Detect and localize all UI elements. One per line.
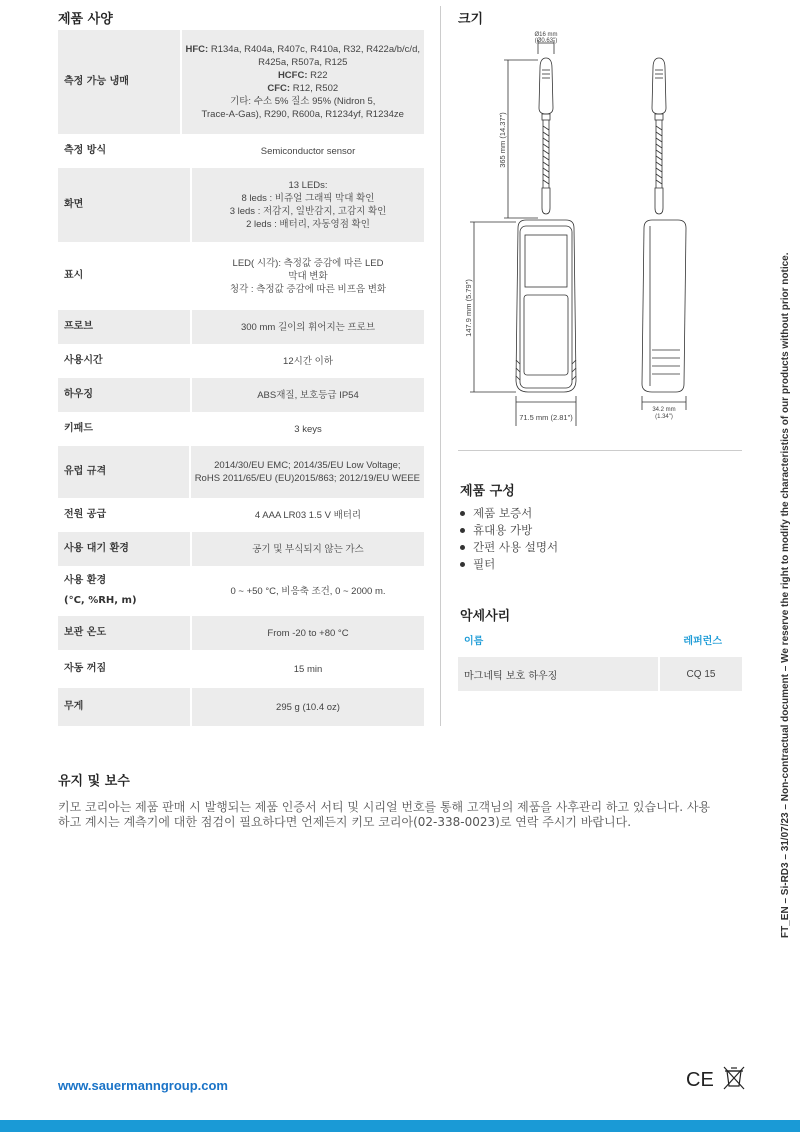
spec-label xyxy=(58,168,192,242)
spec-value-text: R425a, R507a, R125 xyxy=(258,57,348,68)
device-screen xyxy=(525,235,567,287)
spec-value xyxy=(192,532,424,566)
accessories-header xyxy=(458,632,742,648)
spec-label xyxy=(58,616,192,650)
bullet-icon xyxy=(460,511,465,516)
spec-label xyxy=(58,446,191,498)
spec-label xyxy=(58,650,192,688)
spec-value-line xyxy=(294,423,321,436)
certification-marks xyxy=(686,1064,746,1092)
spec-value xyxy=(192,310,424,344)
accessory-row xyxy=(458,657,742,691)
spec-row xyxy=(58,134,424,168)
spec-label-text: 하우징 xyxy=(64,389,93,400)
spec-value-line xyxy=(195,472,420,485)
spec-label-text: 유럽 규격 xyxy=(64,466,107,477)
spec-value-line xyxy=(258,56,347,69)
spec-label xyxy=(58,344,192,378)
composition-list xyxy=(460,505,558,573)
spec-value-text: 12시간 이하 xyxy=(283,355,333,367)
spec-value xyxy=(192,134,424,168)
bullet-icon xyxy=(460,528,465,533)
spec-value xyxy=(192,650,424,688)
spec-value-line xyxy=(242,192,375,205)
spec-label xyxy=(58,134,192,168)
accessory-name: 마그네틱 보호 하우징 xyxy=(458,657,660,691)
spec-row xyxy=(58,168,424,242)
maintenance-title: 유지 및 보수 xyxy=(58,774,130,789)
spec-label xyxy=(58,498,192,532)
spec-label xyxy=(58,532,192,566)
accessories-title: 악세사리 xyxy=(460,609,511,624)
spec-label xyxy=(58,242,192,310)
spec-value-text: 8 leds : 비쥬얼 그래픽 막대 확인 xyxy=(241,193,375,204)
spec-label-text: 키패드 xyxy=(64,423,93,434)
spec-value-text: R134a, R404a, R407c, R410a, R32, R422a/b/c/d, xyxy=(208,44,420,55)
spec-row xyxy=(58,344,424,378)
spec-row xyxy=(58,446,424,498)
composition-item-text: 간편 사용 설명서 xyxy=(473,540,559,554)
spec-row xyxy=(58,412,424,446)
spec-value-text: 300 mm 길이의 휘어지는 프로브 xyxy=(240,321,375,333)
spec-value-text: Trace-A-Gas), R290, R600a, R1234yf, R1234ze xyxy=(201,109,404,120)
spec-value-line xyxy=(283,355,333,368)
spec-value-text: From -20 to +80 °C xyxy=(267,627,349,639)
side-note: FT_EN – Si-RD3 – 31/07/23 – Non-contractual document – We reserve the right to modify the characteristics of our products without prior notice. xyxy=(780,252,791,938)
spec-value-text: Semiconductor sensor xyxy=(260,145,356,157)
spec-value-line xyxy=(255,509,361,522)
body-height-label: 147.9 mm (5.79") xyxy=(464,279,473,337)
bullet-icon xyxy=(460,562,465,567)
spec-value-text: 기타: 수소 5% 질소 95% (Nidron 5, xyxy=(230,96,376,107)
spec-row xyxy=(58,688,424,726)
spec-value-text: RoHS 2011/65/EU (EU)2015/863; 2012/19/EU WEEE xyxy=(194,473,420,484)
spec-value-key: HFC: xyxy=(185,44,209,55)
spec-value-text: 공기 및 부식되지 않는 가스 xyxy=(252,543,364,555)
spec-label-unit: (°C, %RH, m) xyxy=(64,595,137,606)
composition-item xyxy=(460,539,558,556)
spec-value xyxy=(191,446,424,498)
spec-value-line xyxy=(241,321,375,334)
spec-label-text: 무게 xyxy=(64,701,84,712)
spec-value-line xyxy=(214,459,400,472)
spec-value-text: 2014/30/EU EMC; 2014/35/EU Low Voltage; xyxy=(214,460,401,471)
spec-value-text: 막대 변화 xyxy=(288,270,328,282)
spec-value xyxy=(192,412,424,446)
spec-value-line xyxy=(267,627,348,640)
footer-bar xyxy=(0,1120,800,1132)
dimensions-title: 크기 xyxy=(458,12,484,27)
spec-value xyxy=(192,168,424,242)
spec-label-text: 사용 대기 환경 xyxy=(64,543,129,554)
body-width-label: 71.5 mm (2.81") xyxy=(519,413,573,422)
spec-value-text: LED( 시각): 측정값 증감에 따른 LED xyxy=(232,257,384,269)
spec-value-text: 청각 : 측정값 증감에 따른 비프음 변화 xyxy=(229,283,387,295)
spec-label xyxy=(58,30,182,134)
spec-value-line xyxy=(294,663,323,676)
spec-value-key: HCFC: xyxy=(277,70,308,81)
dimensions-drawing xyxy=(458,30,698,430)
spec-value-text: ABS재질, 보호등급 IP54 xyxy=(257,389,359,401)
spec-value-line xyxy=(261,145,356,158)
spec-value-text: 3 leds : 저감지, 일반감지, 고감지 확인 xyxy=(229,206,387,217)
spec-row xyxy=(58,532,424,566)
spec-row xyxy=(58,650,424,688)
spec-row xyxy=(58,498,424,532)
spec-value-line xyxy=(267,82,338,95)
spec-value-line xyxy=(202,108,404,121)
spec-value-line xyxy=(233,257,384,270)
composition-item xyxy=(460,505,558,522)
spec-title: 제품 사양 xyxy=(58,12,113,27)
spec-row xyxy=(58,310,424,344)
probe-diameter-label: Ø16 mm xyxy=(534,32,558,38)
probe-diameter-inch-label: (Ø0.63") xyxy=(534,38,558,44)
spec-value xyxy=(192,498,424,532)
spec-label-text: 전원 공급 xyxy=(64,509,107,520)
right-divider xyxy=(458,450,742,451)
spec-value-text: R12, R502 xyxy=(290,83,339,94)
spec-label-text: 사용시간 xyxy=(64,355,103,366)
spec-value xyxy=(192,566,424,616)
spec-value-line xyxy=(288,179,327,192)
spec-value xyxy=(192,616,424,650)
spec-label-text: 자동 꺼짐 xyxy=(64,663,107,674)
spec-value-text: 4 AAA LR03 1.5 V 배터리 xyxy=(254,509,362,521)
spec-value-line xyxy=(246,218,370,231)
spec-label-text: 프로브 xyxy=(64,321,93,332)
spec-value-text: 15 min xyxy=(293,663,323,675)
spec-value-line xyxy=(230,95,375,108)
spec-value xyxy=(192,378,424,412)
spec-value-text: 295 g (10.4 oz) xyxy=(276,701,340,713)
composition-item-text: 제품 보증서 xyxy=(473,506,533,520)
spec-value-line xyxy=(278,69,328,82)
weee-bin-icon xyxy=(724,1067,744,1089)
accessories-col-ref: 레퍼런스 xyxy=(683,636,722,647)
body-depth-inch-label: (1.34") xyxy=(655,414,673,420)
spec-value xyxy=(182,30,424,134)
body-depth-label: 34.2 mm xyxy=(652,407,676,413)
spec-label xyxy=(58,310,192,344)
spec-label-text: 보관 온도 xyxy=(64,627,107,638)
spec-value-text: 0 ~ +50 °C, 비응축 조건, 0 ~ 2000 m. xyxy=(230,585,386,597)
composition-title: 제품 구성 xyxy=(460,484,515,499)
composition-item-text: 휴대용 가방 xyxy=(473,523,533,537)
spec-value-line xyxy=(257,389,359,402)
site-url-link[interactable]: www.sauermanngroup.com xyxy=(58,1078,228,1093)
spec-label-text: 표시 xyxy=(64,270,84,281)
composition-item-text: 필터 xyxy=(473,557,496,571)
spec-value-line xyxy=(230,283,386,296)
spec-label xyxy=(58,566,192,616)
spec-value-line xyxy=(230,205,387,218)
spec-label xyxy=(58,378,192,412)
composition-item xyxy=(460,522,558,539)
spec-value-text: 13 LEDs: xyxy=(288,180,328,191)
spec-value-text: 3 keys xyxy=(294,423,322,435)
spec-value-line xyxy=(186,43,420,56)
accessories-col-name: 이름 xyxy=(464,636,484,647)
spec-value-line xyxy=(276,701,340,714)
spec-label-text: 화면 xyxy=(64,199,84,210)
probe-length-label: 365 mm (14.37") xyxy=(498,112,507,168)
probe-tip-front xyxy=(539,58,553,114)
composition-item xyxy=(460,556,558,573)
spec-value-text: 2 leds : 배터리, 자동영점 확인 xyxy=(246,219,370,230)
spec-value-key: CFC: xyxy=(267,83,291,94)
spec-value-line xyxy=(288,270,327,283)
spec-table xyxy=(58,30,424,726)
spec-label xyxy=(58,688,192,726)
spec-label-text: 측정 방식 xyxy=(64,145,107,156)
spec-label-text: 사용 환경 xyxy=(64,575,107,586)
spec-row xyxy=(58,30,424,134)
maintenance-text: 키모 코리아는 제품 판매 시 발행되는 제품 인증서 서티 및 시리얼 번호를 통해 고객님의 제품을 사후관리 하고 있습니다. 사용하고 계시는 계측기에 대한 점검이 필요하다면 언제든지 키모 코리아(02-338-0023)로 연락 주시기 바랍니다. xyxy=(58,800,711,829)
spec-label xyxy=(58,412,192,446)
spec-value-line xyxy=(230,585,385,598)
spec-value xyxy=(192,688,424,726)
spec-row xyxy=(58,242,424,310)
spec-value-text: R22 xyxy=(307,70,328,81)
spec-row xyxy=(58,378,424,412)
bullet-icon xyxy=(460,545,465,550)
spec-value xyxy=(192,242,424,310)
spec-value-line xyxy=(252,543,364,556)
spec-row xyxy=(58,616,424,650)
spec-label-text: 측정 가능 냉매 xyxy=(64,76,129,87)
spec-value xyxy=(192,344,424,378)
probe-tip-side xyxy=(652,58,666,114)
ce-mark: CE xyxy=(686,1069,714,1091)
column-divider xyxy=(440,6,441,726)
accessory-ref: CQ 15 xyxy=(686,668,716,680)
spec-row xyxy=(58,566,424,616)
